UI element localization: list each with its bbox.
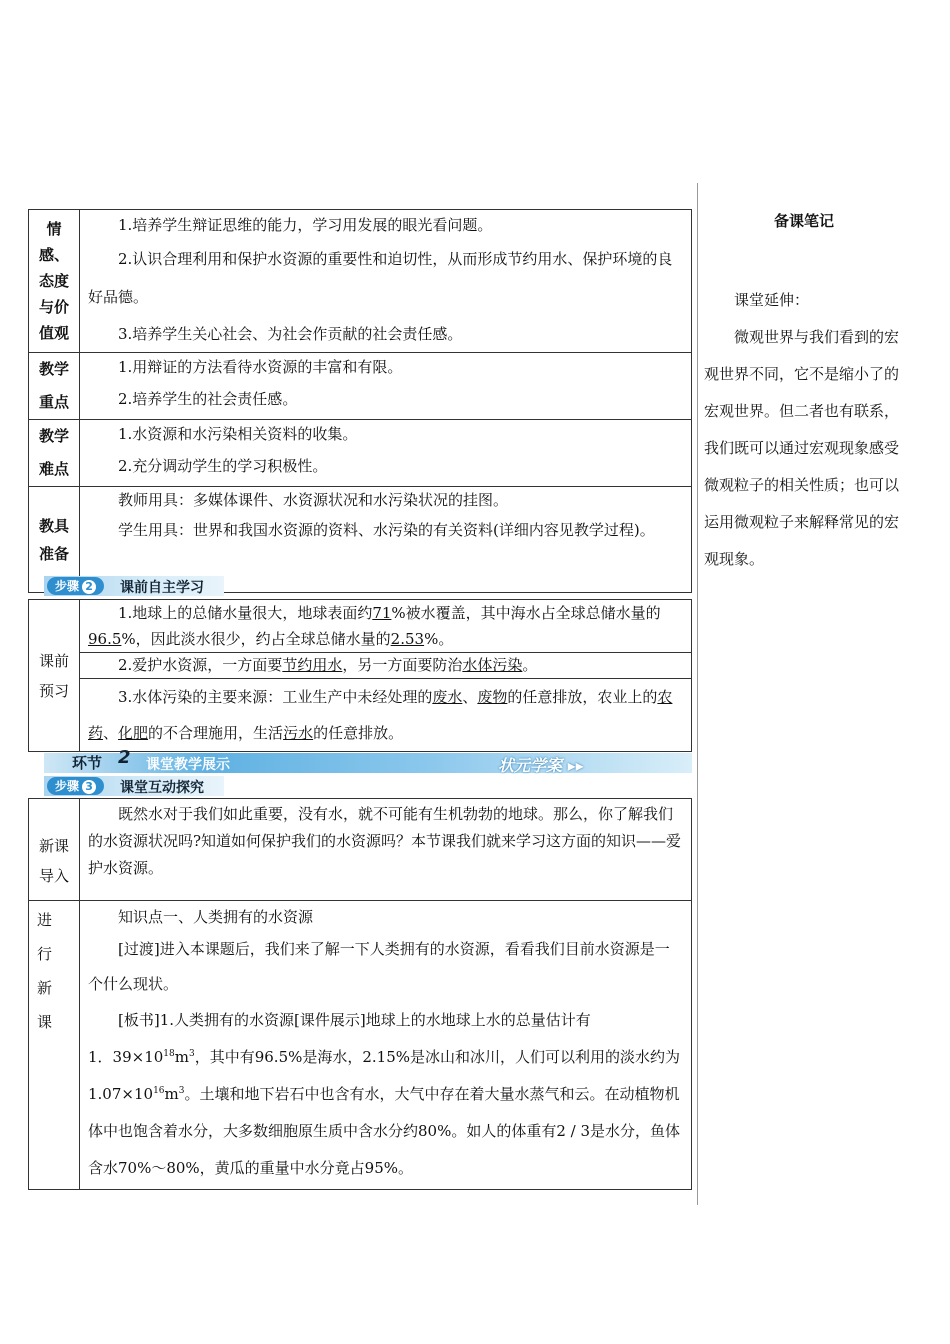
objectives-table: [28, 209, 692, 593]
preview-label: 课前预习: [29, 600, 80, 752]
section-title: 课堂教学展示: [146, 757, 230, 773]
preview-item-2: 2.爱护水资源，一方面要节约用水，另一方面要防治水体污染。: [80, 653, 692, 679]
preview-item-3: 3.水体污染的主要来源：工业生产中未经处理的废水、废物的任意排放，农业上的农药、化肥的不合理施用，生活污水的任意排放。: [80, 679, 692, 752]
sidebar-divider: [697, 183, 698, 1205]
key-points-content: 1.用辩证的方法看待水资源的丰富和有限。 2.培养学生的社会责任感。: [80, 353, 692, 420]
step2-badge: 步骤 2: [47, 577, 104, 595]
water-data-text: 1．$39\times 10^{18}m^3$，其中有96.5%是海水，2.15%是冰山和冰川，人们可以利用的淡水约为$1.07\times 10^{16}m^3$。土壤和地下岩石中也含有水，大气中存在着大量水蒸气和云。在动植物机体中也饱含着水分，大多数细胞原生质中含水分约80%。如人的体重有2 / 3是水分，鱼体含水70%～80%，黄瓜的重量中水分竟占95%。: [88, 1048, 681, 1177]
sidebar-text: 微观世界与我们看到的宏观世界不同，它不是缩小了的宏观世界。但二者也有联系，我们既可以通过宏观现象感受微观粒子的相关性质；也可以运用微观粒子来解释常见的宏观现象。: [704, 328, 900, 568]
step3-title: 课堂互动探究: [120, 780, 204, 796]
step2-title: 课前自主学习: [120, 580, 204, 596]
attitude-content: 1.培养学生辩证思维的能力，学习用发展的眼光看问题。 2.认识合理利用和保护水资源的重要性和迫切性，从而形成节约用水、保护环境的良好品德。 3.培养学生关心社会、为社会作贡献的社会责任感。: [80, 210, 692, 353]
sidebar-title: 备课笔记: [773, 212, 834, 230]
row-label-attitude: 情感、态度与价值观: [29, 210, 80, 353]
newlesson-content: [80, 901, 692, 1190]
sidebar-notes: [704, 282, 904, 578]
difficulties-content: 1.水资源和水污染相关资料的收集。 2.充分调动学生的学习积极性。: [80, 420, 692, 487]
step3-badge: 步骤 3: [47, 777, 104, 795]
sidebar-heading: 课堂延伸：: [734, 291, 810, 309]
newlesson-label: 进 行 新 课: [29, 901, 80, 1190]
preview-item-1: 1.地球上的总储水量很大，地球表面约71%被水覆盖，其中海水占全球总储水量的96.5%，因此淡水很少，约占全球总储水量的2.53%。: [80, 600, 692, 653]
section-huanjie: 环节: [72, 754, 103, 772]
lesson-table: [28, 798, 692, 1190]
row-label-materials: 教具准备: [29, 487, 80, 593]
intro-label: 新课导入: [29, 799, 80, 901]
row-label-difficulties: 教学难点: [29, 420, 80, 487]
materials-content: 教师用具：多媒体课件、水资源状况和水污染状况的挂图。 学生用具：世界和我国水资源的资料、水污染的有关资料(详细内容见教学过程)。: [80, 487, 692, 593]
brand-logo: 状元学案 ▸▸: [498, 756, 584, 775]
board-text: [板书]1.人类拥有的水资源[课件展示]地球上的水地球上水的总量估计有: [118, 1011, 591, 1029]
intro-content: 既然水对于我们如此重要，没有水，就不可能有生机勃勃的地球。那么，你了解我们的水资源状况吗?知道如何保护我们的水资源吗？本节课我们就来学习这方面的知识——爱护水资源。: [80, 799, 692, 901]
preview-table: [28, 599, 692, 752]
row-label-key-points: 教学重点: [29, 353, 80, 420]
section-banner: [44, 753, 692, 773]
knowledge-point-title: 知识点一、人类拥有的水资源: [118, 908, 314, 926]
section-number: 2: [118, 747, 131, 768]
transition-text: [过渡]进入本课题后，我们来了解一下人类拥有的水资源，看看我们目前水资源是一个什么现状。: [88, 940, 670, 993]
